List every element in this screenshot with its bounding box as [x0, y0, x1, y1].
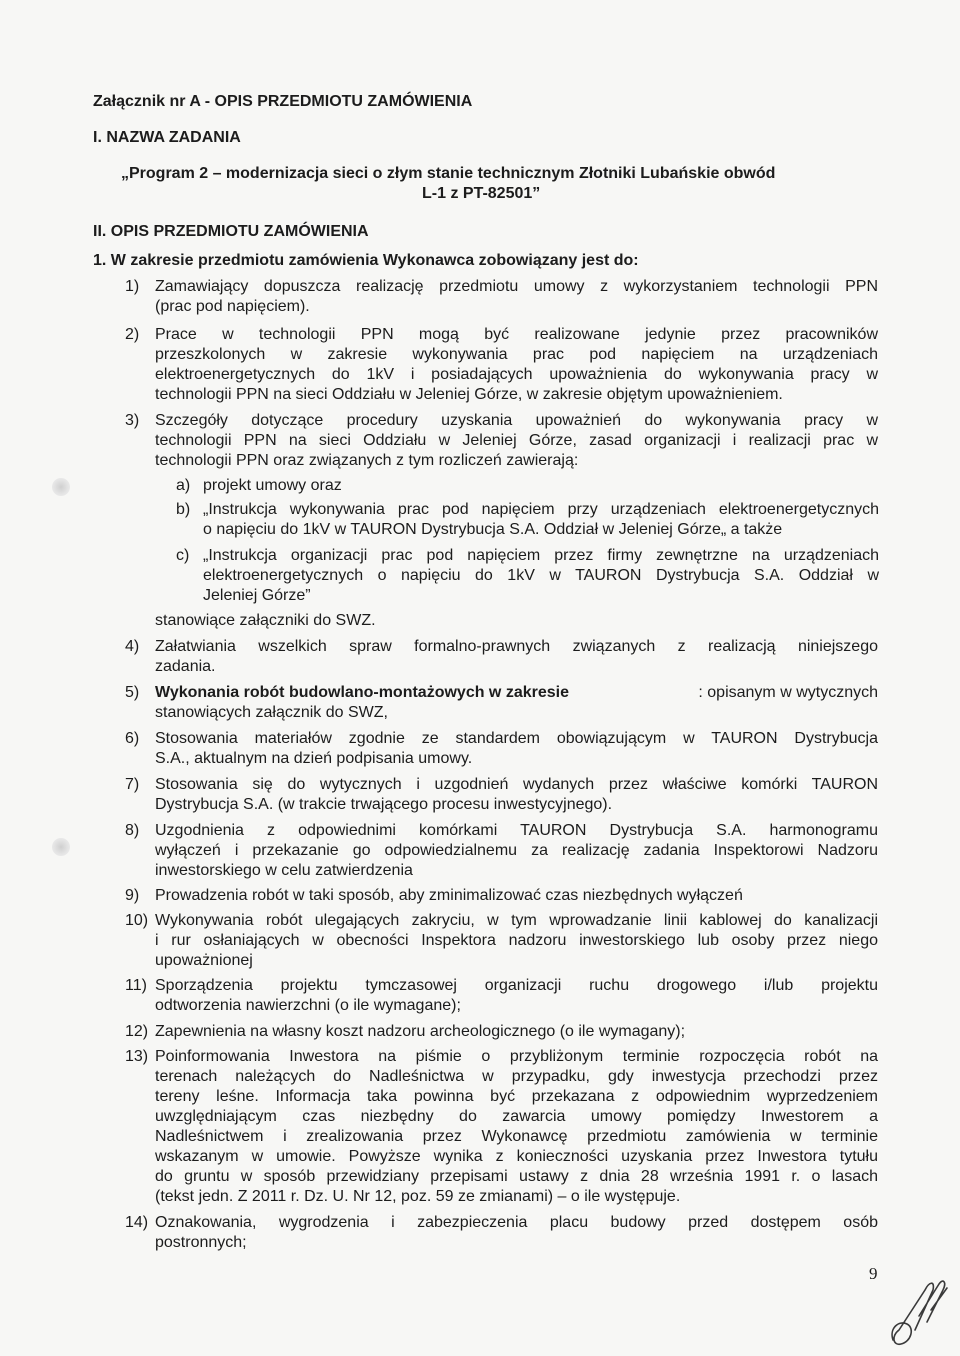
item-3-line-2: technologii PPN na sieci Oddziału w Jeleniej Górze, zasad organizacji i realizacji prac w — [155, 432, 878, 449]
item-11-number: 11) — [125, 977, 147, 994]
item-2-line-3: elektroenergetycznych do 1kV i posiadających upoważnienia do wykonywania pracy w — [155, 366, 878, 383]
item-2-line-1: Prace w technologii PPN mogą być realizowane jedynie przez pracowników — [155, 326, 878, 343]
point-1-heading: 1. W zakresie przedmiotu zamówienia Wykonawca zobowiązany jest do: — [93, 252, 639, 269]
item-8-line-1: Uzgodnienia z odpowiednimi komórkami TAURON Dystrybucja S.A. harmonogramu — [155, 822, 878, 839]
item-10-line-3: upoważnionej — [155, 952, 253, 969]
page-number: 9 — [869, 1264, 878, 1283]
item-3-number: 3) — [125, 412, 140, 429]
punch-hole-bottom — [52, 838, 70, 856]
item-2-line-2: przeszkolonych w zakresie wykonywania prac pod napięciem na urządzeniach — [155, 346, 878, 363]
sub-a-label: a) — [176, 477, 191, 494]
item-12-line-1: Zapewnienia na własny koszt nadzoru archeologicznego (o ile wymagany); — [155, 1023, 686, 1040]
sub-a-line-1: projekt umowy oraz — [203, 477, 342, 494]
item-13-line-6: wskazanym w umowie. Powyższe wynika z konieczności uzyskania przez Inwestora tytułu — [155, 1148, 878, 1165]
section-2-heading: II. OPIS PRZEDMIOTU ZAMÓWIENIA — [93, 223, 369, 240]
item-12-number: 12) — [125, 1023, 149, 1040]
item-6-line-2: S.A., aktualnym na dzień podpisania umowy. — [155, 750, 473, 767]
annex-note: stanowiące załączniki do SWZ. — [155, 612, 376, 629]
item-3-line-1: Szczegóły dotyczące procedury uzyskania upoważnień do wykonywania pracy w — [155, 412, 878, 429]
item-14-number: 14) — [125, 1214, 149, 1231]
item-9-line-1: Prowadzenia robót w taki sposób, aby zminimalizować czas niezbędnych wyłączeń — [155, 887, 743, 904]
sub-c-line-1: „Instrukcja organizacji prac pod napięciem przez firmy zewnętrzne na urządzeniach — [203, 547, 879, 564]
item-6-line-1: Stosowania materiałów zgodnie ze standardem obowiązującym w TAURON Dystrybucja — [155, 730, 878, 747]
item-5-line-1 — [155, 683, 878, 703]
item-7-line-2: Dystrybucja S.A. (w trakcie trwającego procesu inwestycyjnego). — [155, 796, 613, 813]
item-8-line-2: wyłączeń i przekazanie go odpowiedzialnemu za realizację zadania Inspektorowi Nadzoru — [155, 842, 878, 859]
item-13-number: 13) — [125, 1048, 149, 1065]
task-name-line-1: „Program 2 – modernizacja sieci o złym stanie technicznym Złotniki Lubańskie obwód — [121, 165, 776, 182]
item-10-line-1: Wykonywania robót ulegających zakryciu, w tym wprowadzanie linii kablowej do kanalizacji — [155, 912, 878, 929]
item-4-line-2: zadania. — [155, 658, 216, 675]
item-6-number: 6) — [125, 730, 140, 747]
item-5-line-1-rest: : opisanym w wytycznych — [698, 684, 878, 701]
item-8-number: 8) — [125, 822, 140, 839]
item-10-line-2: i rur osłaniających w obecności Inspektora nadzoru inwestorskiego lub osoby przez niego — [155, 932, 878, 949]
item-13-line-8: (tekst jedn. Z 2011 r. Dz. U. Nr 12, poz. 59 ze zmianami) – o ile występuje. — [155, 1188, 681, 1205]
item-2-line-4: technologii PPN na sieci Oddziału w Jeleniej Górze, w zakresie objętym upoważnieniem. — [155, 386, 783, 403]
item-11-line-2: odtworzenia nawierzchni (o ile wymagane); — [155, 997, 461, 1014]
section-1-heading: I. NAZWA ZADANIA — [93, 129, 241, 146]
item-1-line-2: (prac pod napięciem). — [155, 298, 310, 315]
item-5-line-2: stanowiących załącznik do SWZ, — [155, 704, 388, 721]
item-13-line-5: Nadleśnictwem i zrealizowania przez Wykonawcę przedmiotu zamówienia w terminie — [155, 1128, 878, 1145]
item-1-number: 1) — [125, 278, 140, 295]
item-4-number: 4) — [125, 638, 140, 655]
item-9-number: 9) — [125, 887, 140, 904]
task-name-line-2: L-1 z PT-82501” — [422, 185, 541, 202]
item-2-number: 2) — [125, 326, 140, 343]
punch-hole-top — [52, 478, 70, 496]
sub-b-line-1: „Instrukcja wykonywania prac pod napięciem przy urządzeniach elektroenergetycznych — [203, 501, 879, 518]
item-13-line-1: Poinformowania Inwestora na piśmie o przybliżonym terminie rozpoczęcia robót na — [155, 1048, 878, 1065]
item-1-line-1: Zamawiający dopuszcza realizację przedmiotu umowy z wykorzystaniem technologii PPN — [155, 278, 878, 295]
item-13-line-2: terenach należących do Nadleśnictwa w przypadku, gdy inwestycja przechodzi przez — [155, 1068, 878, 1085]
item-5-bold-part: Wykonania robót budowlano-montażowych w zakresie — [155, 684, 569, 701]
item-7-line-1: Stosowania się do wytycznych i uzgodnień wydanych przez właściwe komórki TAURON — [155, 776, 878, 793]
handwritten-signature — [885, 1270, 955, 1350]
sub-c-line-2: elektroenergetycznych o napięciu do 1kV w TAURON Dystrybucja S.A. Oddział w — [203, 567, 879, 584]
item-13-line-3: tereny leśne. Informacja taka powinna być przekazana z odpowiednim wyprzedzeniem — [155, 1088, 878, 1105]
item-5-number: 5) — [125, 684, 140, 701]
item-14-line-2: postronnych; — [155, 1234, 247, 1251]
sub-c-label: c) — [176, 547, 190, 564]
item-3-line-3: technologii PPN oraz związanych z tym rozliczeń zawierają: — [155, 452, 579, 469]
item-7-number: 7) — [125, 776, 140, 793]
sub-b-line-2: o napięciu do 1kV w TAURON Dystrybucja S.A. Oddział w Jeleniej Górze„ a także — [203, 521, 783, 538]
item-4-line-1: Załatwiania wszelkich spraw formalno-prawnych związanych z realizacją niniejszego — [155, 638, 878, 655]
item-14-line-1: Oznakowania, wygrodzenia i zabezpieczenia placu budowy przed dostępem osób — [155, 1214, 878, 1231]
item-11-line-1: Sporządzenia projektu tymczasowej organizacji ruchu drogowego i/lub projektu — [155, 977, 878, 994]
sub-c-line-3: Jeleniej Górze” — [203, 587, 311, 604]
item-10-number: 10) — [125, 912, 149, 929]
item-13-line-4: uwzględniającym czas niezbędny do zawarcia umowy pomiędzy Inwestorem a — [155, 1108, 878, 1125]
item-8-line-3: inwestorskiego w celu zatwierdzenia — [155, 862, 413, 879]
sub-b-label: b) — [176, 501, 191, 518]
item-13-line-7: do gruntu w sposób przewidziany przepisami ustawy z dnia 28 września 1991 r. o lasach — [155, 1168, 878, 1185]
annex-title: Załącznik nr A - OPIS PRZEDMIOTU ZAMÓWIENIA — [93, 93, 473, 110]
